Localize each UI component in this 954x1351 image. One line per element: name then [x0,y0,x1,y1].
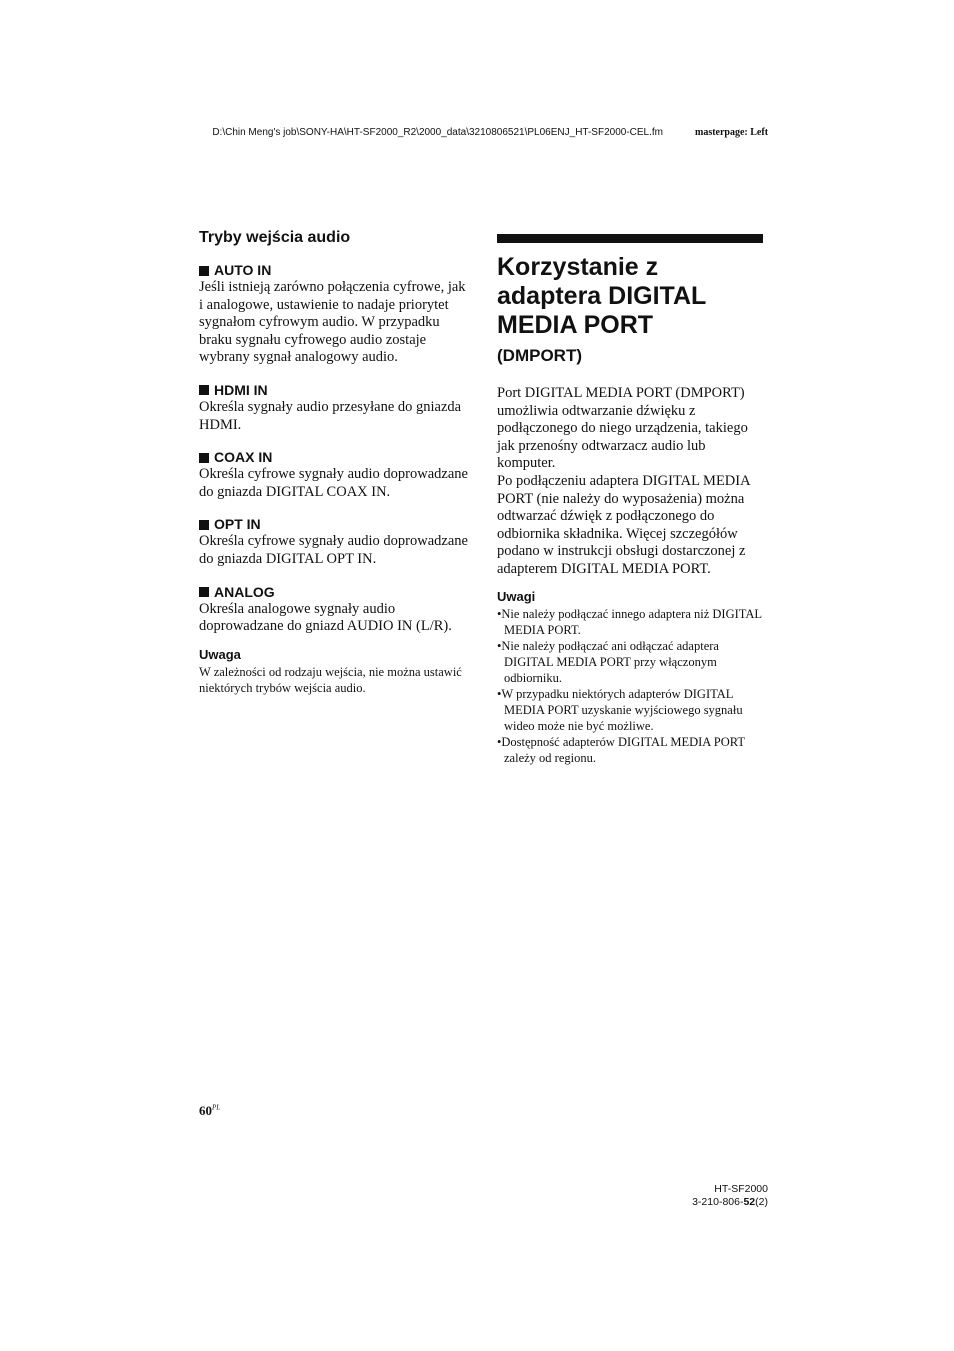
notes-title: Uwagi [497,588,536,604]
model-code [650,1183,768,1208]
square-bullet-icon [199,453,209,463]
masterpage-label: masterpage: Left [695,127,769,138]
note-title: Uwaga [199,646,241,662]
file-path: D:\Chin Meng's job\SONY-HA\HT-SF2000_R2\2000_data\3210806521\PL06ENJ_HT-SF2000-CEL.fm [212,127,663,138]
right-column [497,234,763,766]
square-bullet-icon [199,385,209,395]
notes-list [497,606,763,766]
input-mode-item [199,262,469,367]
item-heading: ANALOG [214,583,275,600]
square-bullet-icon [199,266,209,276]
left-column [199,229,469,697]
item-heading: OPT IN [214,516,261,533]
item-heading: AUTO IN [214,262,272,278]
note-item: • Nie należy podłączać ani odłączać adaptera DIGITAL MEDIA PORT przy włączonym odbiorniku. [497,638,763,686]
heading-rule [497,234,763,243]
input-mode-item [199,584,469,636]
item-heading: HDMI IN [214,381,268,398]
note-item: • Nie należy podłączać innego adaptera niż DIGITAL MEDIA PORT. [497,606,763,638]
input-mode-item [199,516,469,568]
square-bullet-icon [199,587,209,597]
input-mode-item [199,449,469,501]
note-item: • W przypadku niektórych adapterów DIGITAL MEDIA PORT uzyskanie wyjściowego sygnału wideo może nie być możliwe. [497,686,763,734]
note-text: W zależności od rodzaju wejścia, nie można ustawić niektórych trybów wejścia audio. [199,664,462,696]
input-mode-item [199,382,469,434]
connection-paragraph: Po podłączeniu adaptera DIGITAL MEDIA PORT (nie należy do wyposażenia) można odtwarzać dźwięk z podłączonego do odbiornika składnika. Więcej szczegółów podano w instrukcji obsługi dostarczonej z adapterem DIGITAL MEDIA PORT. [497,472,750,577]
document-code: 3-210-806-52(2) [692,1195,768,1208]
note-item: • Dostępność adapterów DIGITAL MEDIA PORT zależy od regionu. [497,734,763,766]
item-text: Określa sygnały audio przesyłane do gniazda HDMI. [199,398,462,433]
chapter-title: Korzystanie z adaptera DIGITAL MEDIA PORT [497,253,706,339]
item-text: Jeśli istnieją zarówno połączenia cyfrowe, jak i analogowe, ustawienie to nadaje priorytet sygnałom cyfrowym audio. W przypadku braku sygnału cyfrowego audio zostaje wybrany sygnał analogowy audio. [199,279,466,366]
square-bullet-icon [199,520,209,530]
item-text: Określa analogowe sygnały audio doprowadzane do gniazd AUDIO IN (L/R). [199,600,452,635]
item-text: Określa cyfrowe sygnały audio doprowadzane do gniazda DIGITAL OPT IN. [199,533,468,567]
chapter-subtitle: (DMPORT) [497,346,582,365]
page-language-suffix: PL [212,1103,221,1112]
page-number: $60^{PL}$ [199,1103,221,1118]
section-title: Tryby wejścia audio [199,229,351,246]
item-heading: COAX IN [214,449,273,466]
item-text: Określa cyfrowe sygnały audio doprowadzane do gniazda DIGITAL COAX IN. [199,466,468,500]
model-name: HT-SF2000 [714,1183,768,1195]
intro-paragraph: Port DIGITAL MEDIA PORT (DMPORT) umożliwia odtwarzanie dźwięku z podłączonego do niego urządzenia, takiego jak przenośny odtwarzacz audio lub komputer. [497,385,748,472]
